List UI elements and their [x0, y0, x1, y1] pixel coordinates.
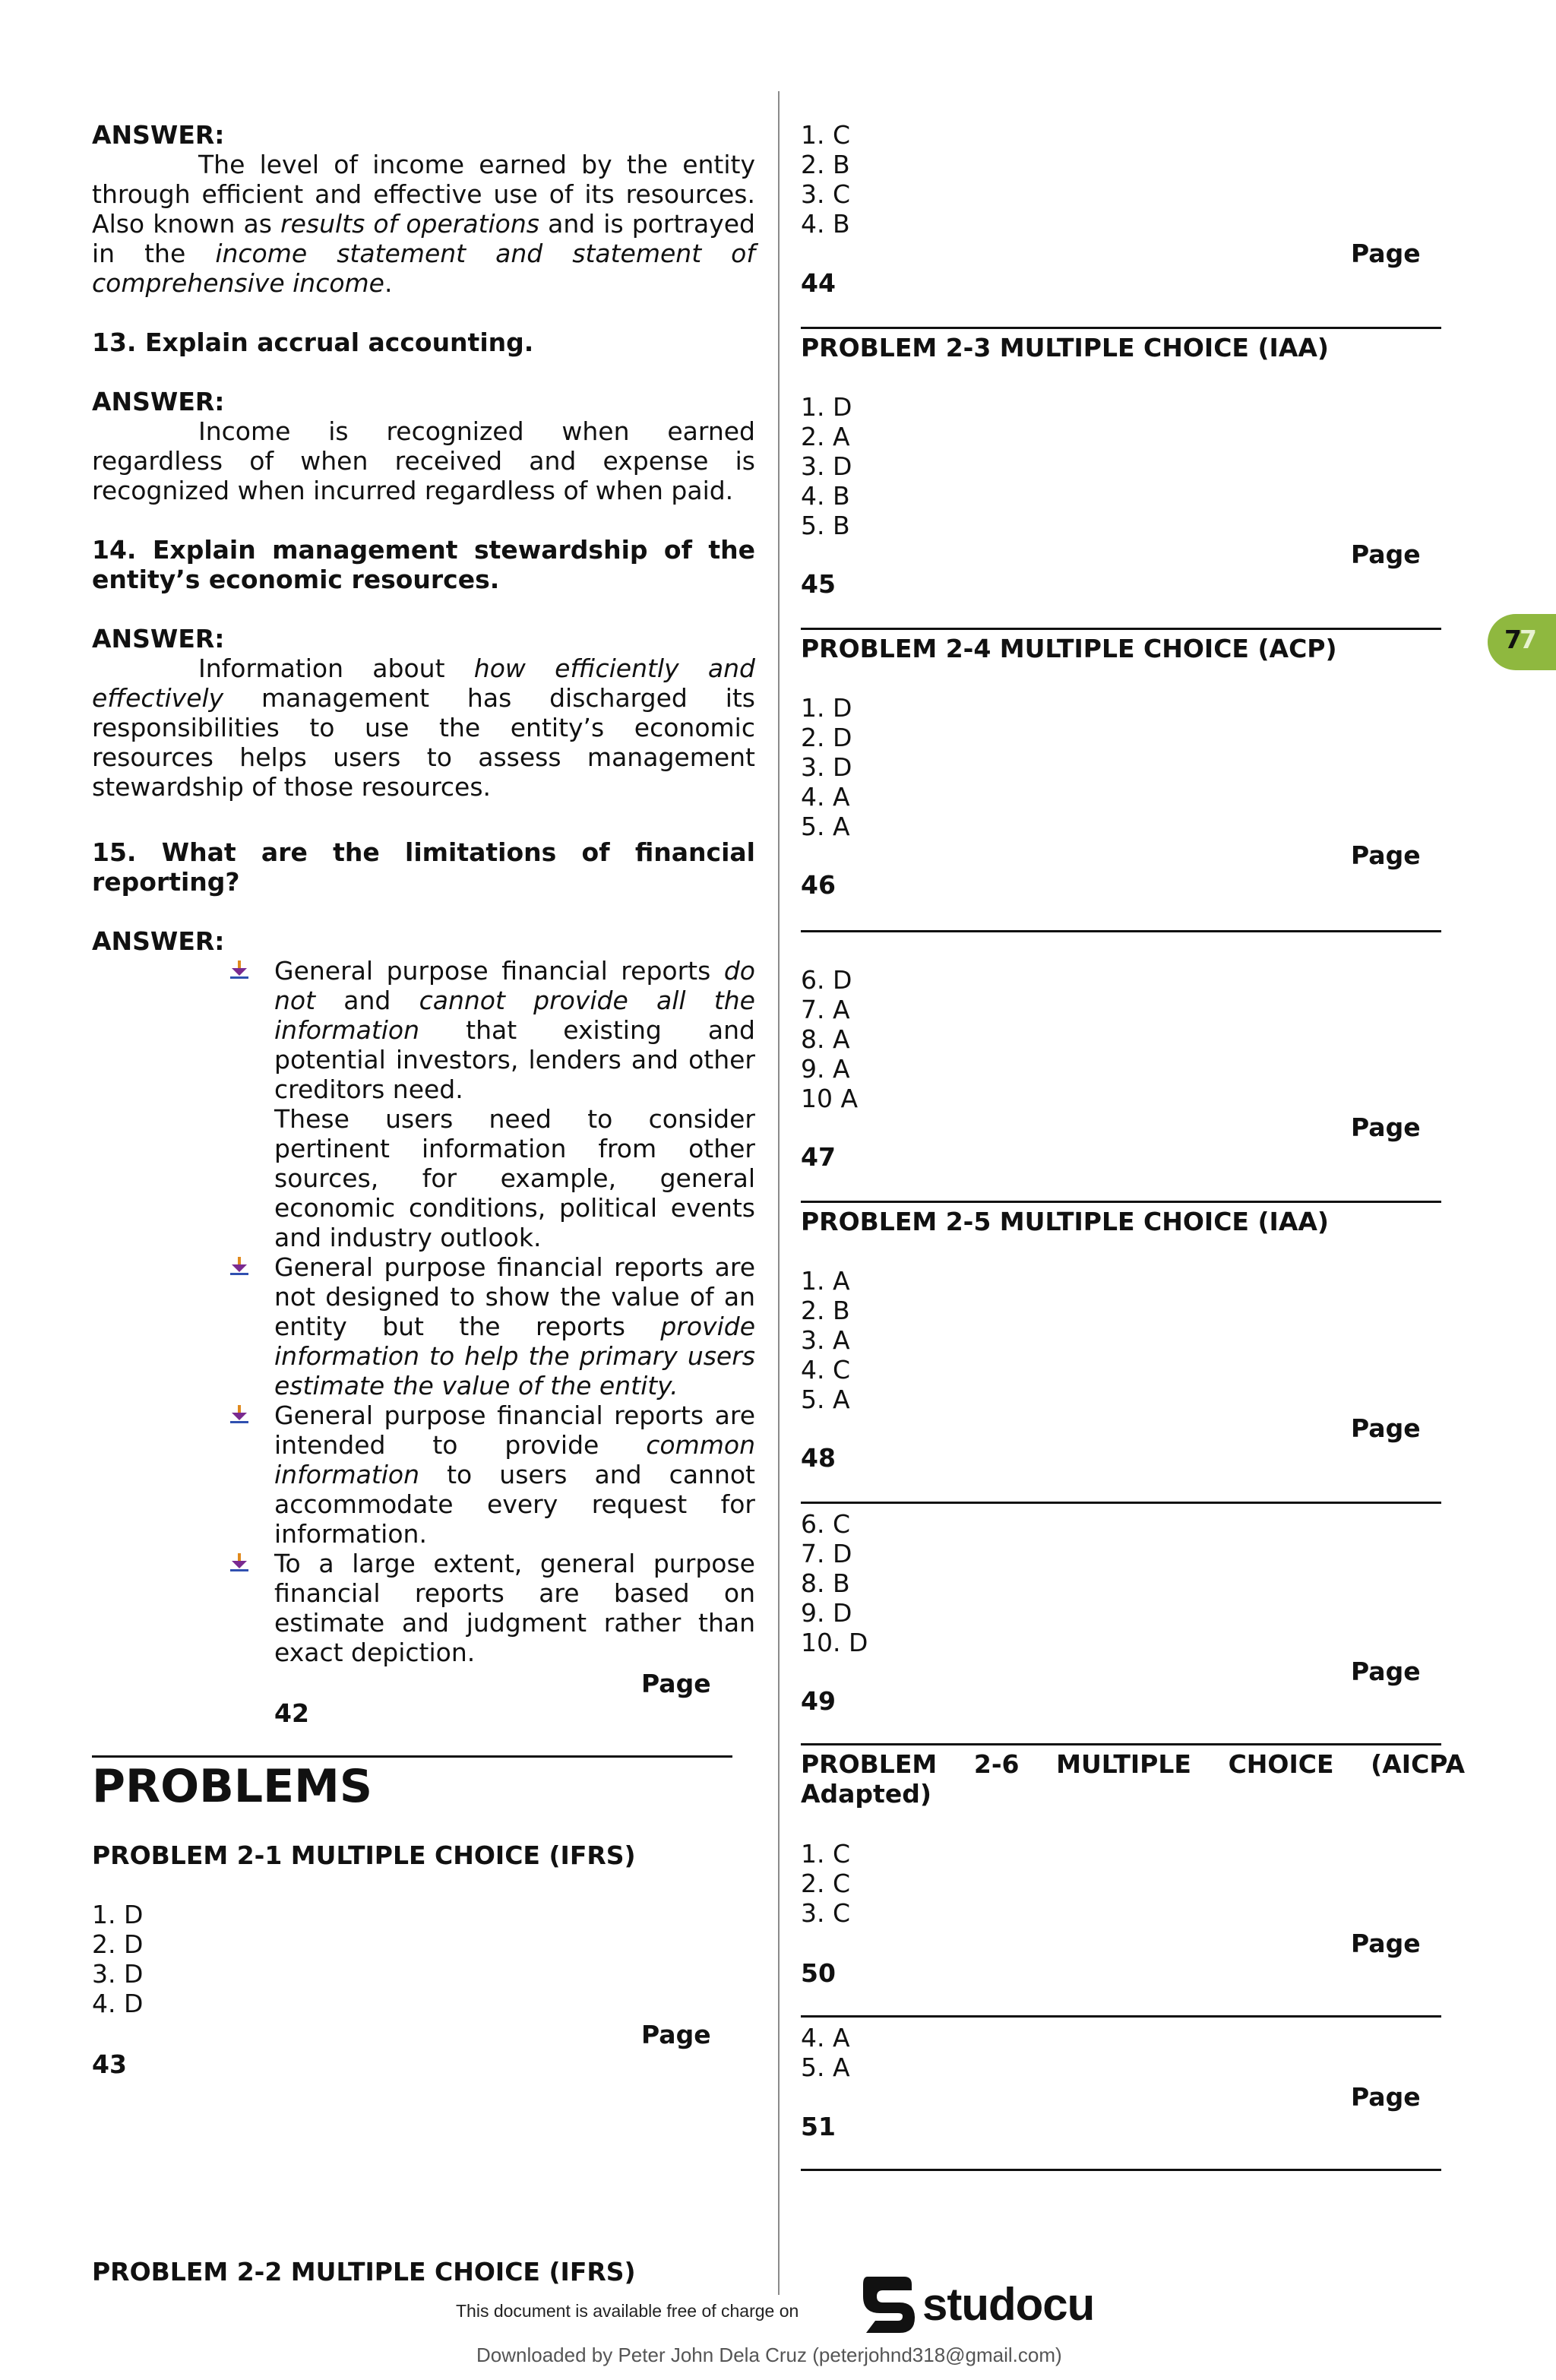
list-item: 5. A [801, 1385, 850, 1414]
section-divider [801, 1743, 1441, 1745]
arrow-bullet-icon [229, 1405, 250, 1423]
page-label: Page [1351, 1929, 1421, 1958]
section-divider [801, 2015, 1441, 2018]
page-number: 47 [801, 1142, 836, 1172]
list-item: 3. D [801, 451, 852, 481]
list-item: 1. D [92, 1900, 144, 1929]
page-label: Page [641, 2020, 711, 2049]
list-item: 5. A [801, 812, 850, 841]
page-number: 49 [801, 1686, 836, 1716]
problem-heading: PROBLEM 2-5 MULTIPLE CHOICE (IAA) [801, 1207, 1329, 1236]
answer-list [92, 1900, 143, 2018]
answer-12-text: The level of income earned by the entity through efficient and effective use of its resources. Also known as results of operations and is portrayed in the income statement and statement of comprehensive income. [92, 150, 755, 298]
page-number: 45 [801, 569, 836, 599]
page-tab-number-shadow: 7 [1520, 625, 1537, 654]
problem-heading: PROBLEM 2-2 MULTIPLE CHOICE (IFRS) [92, 2257, 636, 2287]
answer-list [801, 1509, 868, 1657]
list-item: 9. D [801, 1598, 852, 1628]
problem-heading: PROBLEM 2-6 MULTIPLE CHOICE (AICPA Adapted) [801, 1749, 1465, 1809]
list-item: 6. C [801, 1509, 851, 1539]
answer-label: ANSWER: [92, 120, 225, 150]
list-item: 6. D [801, 965, 852, 995]
question-14: 14. Explain management stewardship of the entity’s economic resources. [92, 535, 755, 594]
answer-list [801, 2023, 850, 2082]
studocu-logo-text: studocu [922, 2279, 1095, 2330]
page-label: Page [1351, 2082, 1421, 2112]
footer-download-text: Downloaded by Peter John Dela Cruz (peterjohnd318@gmail.com) [476, 2344, 1062, 2366]
answer-label: ANSWER: [92, 387, 225, 416]
section-divider [801, 930, 1441, 932]
list-item: 1. A [801, 1266, 850, 1296]
list-item: 1. C [801, 120, 851, 150]
page-number: 50 [801, 1958, 836, 1988]
list-item: 10 A [801, 1084, 859, 1113]
list-item: 4. A [801, 2023, 850, 2052]
page-label: Page [1351, 540, 1421, 569]
question-15: 15. What are the limitations of financial reporting? [92, 837, 755, 897]
section-divider [801, 2169, 1441, 2171]
section-divider [801, 628, 1441, 630]
list-item: 4. C [801, 1355, 851, 1385]
studocu-logo[interactable] [857, 2274, 1094, 2336]
list-item: 2. B [801, 1296, 850, 1325]
page-label: Page [1351, 1657, 1421, 1686]
arrow-bullet-icon [229, 1553, 250, 1571]
list-item: 2. A [801, 422, 850, 451]
list-item: General purpose financial reports are intended to provide common information to users and cannot accommodate every request for information. [274, 1400, 755, 1549]
list-item: 2. D [801, 723, 852, 752]
answer-label: ANSWER: [92, 624, 225, 654]
list-item: General purpose financial reports are not designed to show the value of an entity but the reports provide information to help the primary users estimate the value of the entity. [274, 1252, 755, 1400]
list-item: 3. D [801, 752, 852, 782]
list-item: 1. D [801, 693, 852, 723]
list-item: 1. C [801, 1839, 851, 1869]
list-item: 2. B [801, 150, 850, 179]
list-item: 7. D [801, 1539, 852, 1568]
answer-list [801, 1266, 850, 1414]
list-item: To a large extent, general purpose financial reports are based on estimate and judgment rather than exact depiction. [274, 1549, 755, 1667]
list-item: 4. B [801, 209, 850, 239]
page-number: 43 [92, 2049, 127, 2079]
list-item: 4. D [92, 1989, 144, 2018]
list-item: 9. A [801, 1054, 850, 1084]
page-number: 46 [801, 870, 836, 900]
section-divider [801, 1502, 1441, 1504]
page-number: 51 [801, 2112, 836, 2141]
page-label: Page [1351, 239, 1421, 268]
section-divider [92, 1755, 732, 1758]
page-label: Page [1351, 840, 1421, 870]
list-item: 10. D [801, 1628, 868, 1657]
list-item: 3. C [801, 179, 851, 209]
answer-list [801, 392, 852, 540]
answer-list [801, 120, 850, 239]
page-number: 48 [801, 1443, 836, 1473]
problem-heading: PROBLEM 2-1 MULTIPLE CHOICE (IFRS) [92, 1840, 636, 1870]
left-column [92, 120, 755, 1667]
section-divider [801, 327, 1441, 329]
problem-heading: PROBLEM 2-4 MULTIPLE CHOICE (ACP) [801, 634, 1337, 663]
problems-heading: PROBLEMS [92, 1760, 373, 1813]
page-tab-number: 7 [1504, 625, 1522, 654]
arrow-bullet-icon [229, 961, 250, 979]
answer-14-text: Information about how efficiently and effectively management has discharged its responsibilities to use the entity’s economic resources helps users to assess management stewardship of those resources. [92, 654, 755, 802]
page-label: Page [641, 1669, 711, 1698]
list-item: 2. C [801, 1869, 851, 1898]
list-item: 3. D [92, 1959, 144, 1989]
list-item: 5. B [801, 511, 850, 540]
answer-13-text: Income is recognized when earned regardless of when received and expense is recognized when incurred regardless of when paid. [92, 416, 755, 505]
list-item: 7. A [801, 995, 850, 1024]
list-item: 1. D [801, 392, 852, 422]
section-divider [801, 1201, 1441, 1203]
list-item: 5. A [801, 2052, 850, 2082]
list-item: 4. B [801, 481, 850, 511]
studocu-logo-icon [857, 2274, 918, 2336]
page-label: Page [1351, 1413, 1421, 1443]
list-item: 4. A [801, 782, 850, 812]
column-divider [778, 91, 780, 2295]
list-item: 3. A [801, 1325, 850, 1355]
list-item: 3. C [801, 1898, 851, 1928]
list-item: 8. A [801, 1024, 850, 1054]
page-number: 42 [274, 1698, 309, 1728]
list-item: 8. B [801, 1568, 850, 1598]
answer-label: ANSWER: [92, 926, 225, 956]
list-item: General purpose financial reports do not and cannot provide all the information that existing and potential investors, lenders and other creditors need. These users need to consider pertinent information from other sources, for example, general economic conditions, political events and industry outlook. [274, 956, 755, 1252]
answer-list [801, 965, 858, 1113]
arrow-bullet-icon [229, 1257, 250, 1275]
answer-list [801, 1839, 850, 1928]
answer-list [801, 693, 852, 841]
problem-heading: PROBLEM 2-3 MULTIPLE CHOICE (IAA) [801, 333, 1329, 362]
footer-availability-text: This document is available free of charge on [456, 2301, 799, 2321]
list-item: 2. D [92, 1929, 144, 1959]
question-13: 13. Explain accrual accounting. [92, 328, 534, 357]
page-number: 44 [801, 268, 836, 298]
limitations-list [92, 956, 755, 1667]
page-label: Page [1351, 1112, 1421, 1142]
